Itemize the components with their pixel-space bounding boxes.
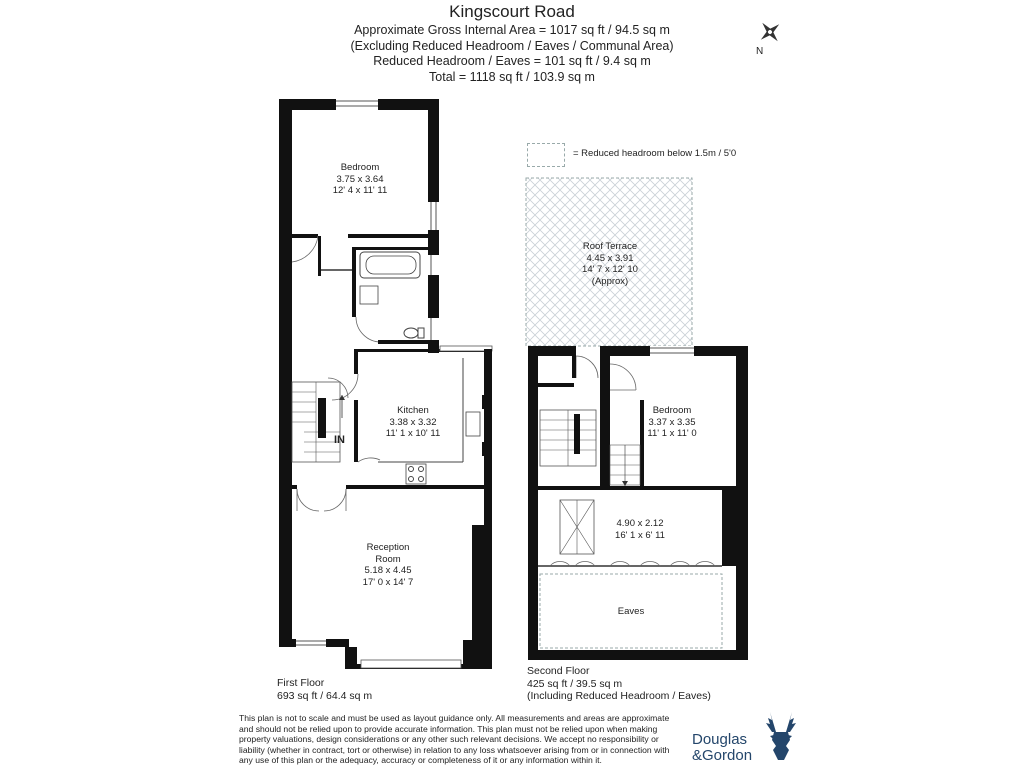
first-floor-caption bbox=[277, 677, 372, 702]
second-floor-bedroom-label bbox=[622, 405, 722, 440]
plan-disclaimer: This plan is not to scale and must be used as layout guidance only. All measurements and areas are approximate and should not be relied upon to provide accurate information. This plan must not be relied upon when making property valuations, design considerations or any other such relevant decisions. We accept no responsibility or liability (whether in contract, tort or otherwise) in relation to any loss whatsoever arising from or in connection with any use of this plan or the adequacy, accuracy or completeness of it or any information within it. bbox=[239, 713, 670, 766]
area-line-excluding: (Excluding Reduced Headroom / Eaves / Communal Area) bbox=[350, 38, 674, 53]
floor-name: First Floor bbox=[277, 677, 325, 689]
floor-area: 693 sq ft / 64.4 sq m bbox=[277, 689, 373, 702]
room-imperial: 12' 4 x 11' 11 bbox=[332, 185, 388, 196]
room-name: Kitchen bbox=[397, 405, 429, 416]
room-name: Roof Terrace bbox=[582, 241, 638, 252]
area-line-gross: Approximate Gross Internal Area = 1017 sq ft / 94.5 sq m bbox=[354, 23, 670, 37]
entrance-label: IN bbox=[334, 434, 345, 446]
first-floor-bedroom-label bbox=[300, 162, 420, 197]
floor-area: 425 sq ft / 39.5 sq m bbox=[527, 677, 623, 690]
room-imperial: 11' 1 x 11' 0 bbox=[647, 428, 697, 439]
floor-name: Second Floor bbox=[527, 665, 590, 677]
plan-title: Kingscourt Road bbox=[449, 2, 575, 21]
room-name-line2: Room bbox=[375, 553, 401, 565]
stag-head-icon bbox=[756, 710, 806, 764]
reduced-headroom-legend-text: = Reduced headroom below 1.5m / 5'0 bbox=[573, 148, 737, 159]
first-floor-left-wall bbox=[279, 99, 292, 639]
compass-north-label: N bbox=[756, 46, 764, 57]
floor-note: (Including Reduced Headroom / Eaves) bbox=[527, 690, 711, 702]
kitchen-right-wall bbox=[484, 349, 492, 486]
room-metric: 5.18 x 4.45 bbox=[364, 565, 412, 576]
room-metric: 3.38 x 3.32 bbox=[389, 416, 437, 428]
room-name: Bedroom bbox=[652, 405, 692, 416]
room-metric: 4.45 x 3.91 bbox=[586, 252, 634, 264]
room-metric: 3.37 x 3.35 bbox=[648, 416, 696, 428]
room-name: Bedroom bbox=[340, 162, 380, 173]
room-name-line1: Reception bbox=[366, 542, 410, 553]
brand-name-line2: &Gordon bbox=[692, 747, 753, 764]
room-imperial: 14' 7 x 12' 10 bbox=[582, 264, 638, 275]
second-floor-caption bbox=[527, 665, 711, 703]
room-imperial: 11' 1 x 10' 11 bbox=[385, 428, 441, 439]
area-line-reduced: Reduced Headroom / Eaves = 101 sq ft / 9.4 sq m bbox=[373, 54, 651, 68]
second-floor-room-label bbox=[590, 518, 690, 541]
kitchen-label bbox=[363, 405, 463, 440]
room-imperial: 16' 1 x 6' 11 bbox=[615, 529, 665, 541]
room-metric: 4.90 x 2.12 bbox=[616, 518, 664, 529]
roof-terrace-label bbox=[560, 241, 660, 287]
area-line-total: Total = 1118 sq ft / 103.9 sq m bbox=[429, 69, 595, 84]
room-metric: 3.75 x 3.64 bbox=[336, 173, 384, 185]
brand-logo bbox=[690, 716, 810, 764]
eaves-label: Eaves bbox=[617, 606, 645, 617]
brand-name-line1: Douglas bbox=[692, 731, 748, 748]
reception-room-label bbox=[338, 542, 438, 588]
room-imperial: 17' 0 x 14' 7 bbox=[362, 576, 414, 588]
room-note: (Approx) bbox=[591, 275, 629, 287]
